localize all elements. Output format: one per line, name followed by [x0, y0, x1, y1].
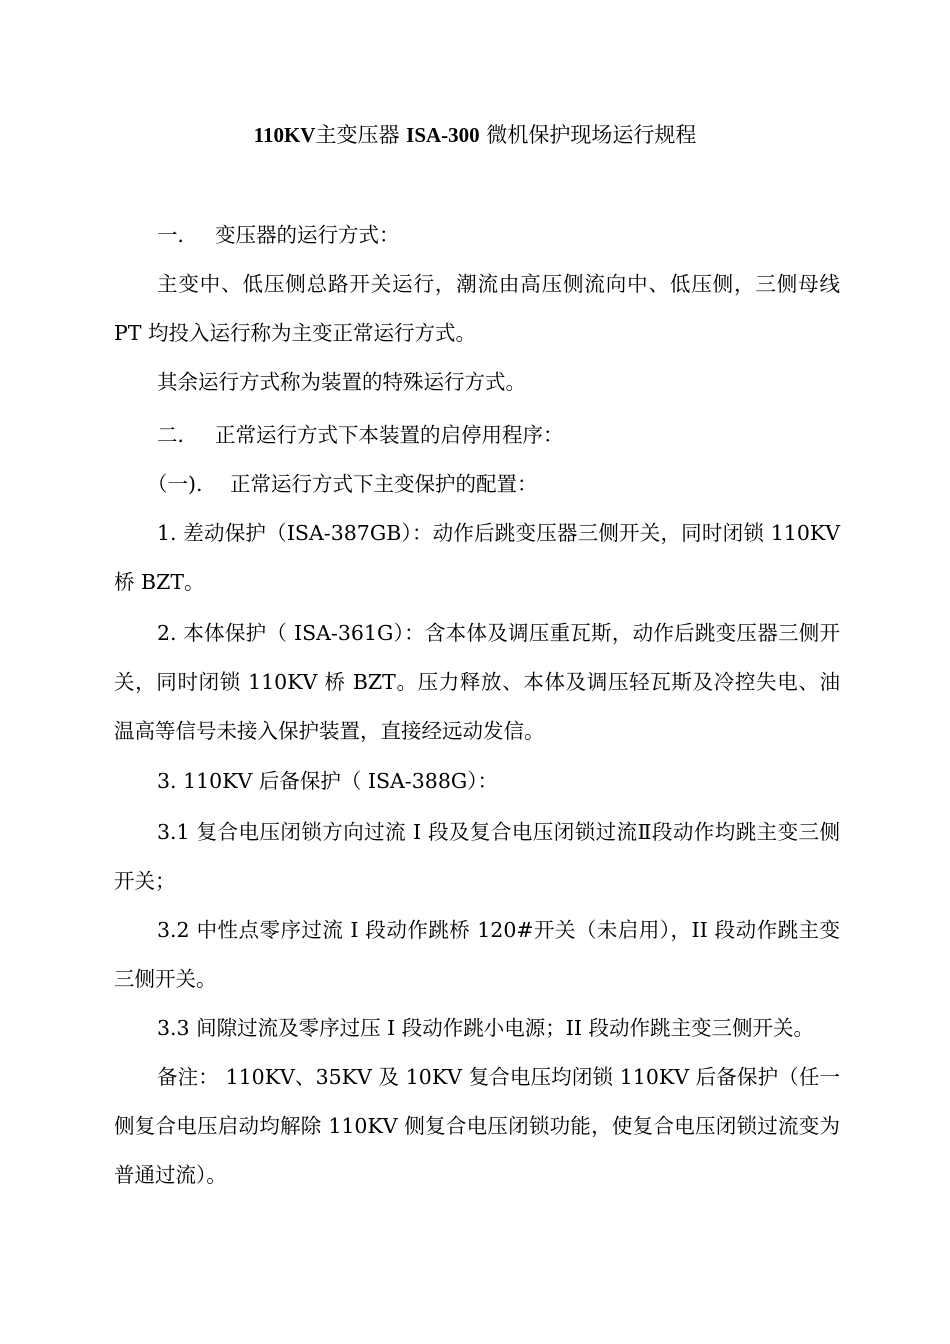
list-item-backup-protection: 3. 110KV 后备保护（ ISA-388G）：: [157, 769, 498, 793]
paragraph-special-mode: 其余运行方式称为装置的特殊运行方式。: [157, 370, 526, 394]
subsection-heading-1: [147, 467, 538, 501]
section-number: 一．: [157, 223, 198, 247]
list-item-3-3: 3.3 间隙过流及零序过压 I 段动作跳小电源；II 段动作跳主变三侧开关。: [157, 1016, 814, 1040]
paragraph-normal-mode: 主变中、低压侧总路开关运行，潮流由高压侧流向中、低压侧，三侧母线 PT 均投入运行称为主变正常运行方式。: [114, 272, 840, 345]
list-item-3-1: 3.1 复合电压闭锁方向过流 I 段及复合电压闭锁过流Ⅱ段动作均跳主变三侧开关；: [114, 820, 840, 893]
title-part-transformer: 主变压器: [315, 123, 407, 147]
list-item-body-protection: 2. 本体保护（ ISA-361G）：含本体及调压重瓦斯，动作后跳变压器三侧开关，同时闭锁 110KV 桥 BZT。压力释放、本体及调压轻瓦斯及冷控失电、油温高等信号未接入保护装置，直接经远动发信。: [114, 621, 840, 743]
remark-paragraph: 备注： 110KV、35KV 及 10KV 复合电压均闭锁 110KV 后备保护（任一侧复合电压启动均解除 110KV 侧复合电压闭锁功能，使复合电压闭锁过流变为普通过流）。: [114, 1065, 840, 1187]
title-part-rules: 微机保护现场运行规程: [479, 123, 697, 147]
section-heading-1: [157, 218, 400, 252]
subsection-number: （一).: [147, 472, 203, 496]
section-heading-2: [157, 418, 564, 452]
list-item-differential-protection: 1. 差动保护（ISA-387GB）：动作后跳变压器三侧开关，同时闭锁 110KV 桥 BZT。: [114, 521, 840, 594]
section-number: 二．: [157, 423, 198, 447]
list-item-3-2: 3.2 中性点零序过流 I 段动作跳桥 120#开关（未启用），II 段动作跳主变三侧开关。: [114, 918, 840, 991]
title-part-model: ISA-300: [406, 123, 480, 147]
document-title: [0, 118, 950, 152]
title-part-voltage: 110KV: [253, 123, 316, 147]
section-title: 正常运行方式下本装置的启停用程序：: [215, 423, 564, 447]
subsection-title: 正常运行方式下主变保护的配置：: [230, 472, 538, 496]
section-title: 变压器的运行方式：: [215, 223, 400, 247]
